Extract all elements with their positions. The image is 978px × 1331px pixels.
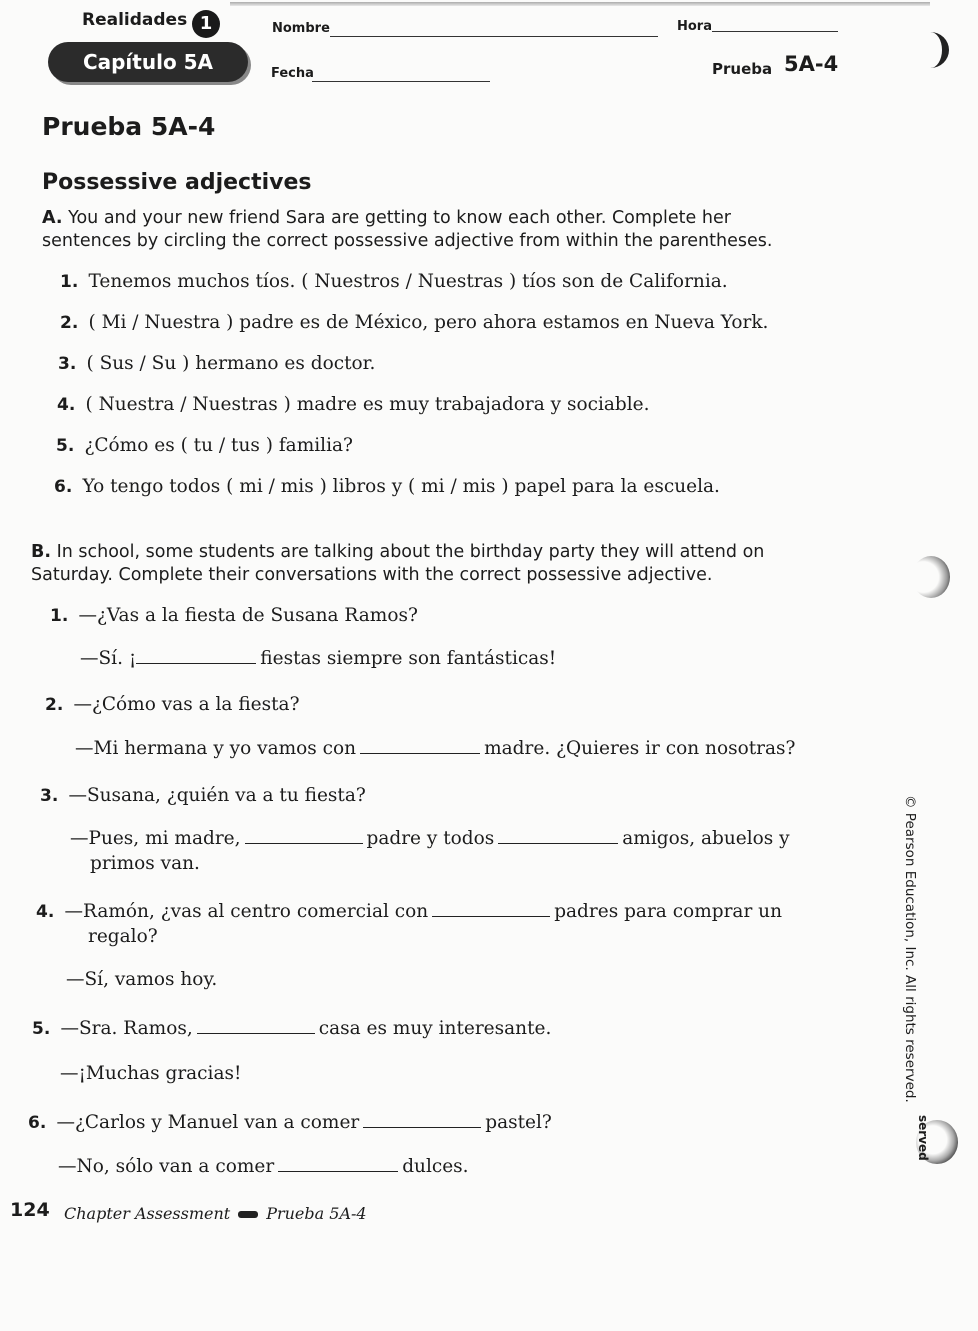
item-number: 4. bbox=[57, 395, 76, 415]
name-label: Nombre bbox=[272, 21, 330, 36]
date-field[interactable] bbox=[312, 81, 490, 82]
footer-separator bbox=[238, 1211, 258, 1218]
part-a-letter: A. bbox=[42, 208, 63, 228]
page-top-edge bbox=[230, 2, 930, 6]
item-number: 6. bbox=[54, 477, 73, 497]
footer-caption bbox=[64, 1204, 367, 1223]
part-a-instr-text1: You and your new friend Sara are getting to know each other. Complete her bbox=[68, 208, 731, 228]
item-number: 3. bbox=[58, 354, 77, 374]
dialog-text: —Sí. ¡ bbox=[80, 648, 137, 669]
item-number: 2. bbox=[45, 695, 64, 715]
part-b-letter: B. bbox=[31, 542, 51, 562]
item-text: Yo tengo todos ( mi / mis ) libros y ( mi / mis ) papel para la escuela. bbox=[82, 476, 720, 497]
dialog-text: —Ramón, ¿vas al centro comercial con bbox=[64, 901, 429, 922]
series-name: Realidades bbox=[82, 10, 188, 30]
dialog-line: —¿Vas a la fiesta de Susana Ramos? bbox=[78, 605, 418, 626]
prueba-number: 5A-4 bbox=[784, 52, 839, 76]
answer-blank[interactable] bbox=[360, 739, 480, 754]
copyright-notice: © Pearson Education, Inc. All rights reserved. bbox=[902, 795, 918, 1103]
part-b-q5-line-b: —¡Muchas gracias! bbox=[60, 1063, 242, 1084]
part-b-instr-text1: In school, some students are talking about the birthday party they will attend on bbox=[56, 542, 765, 562]
dialog-text: —No, sólo van a comer bbox=[58, 1156, 275, 1177]
part-b-q2-line-a bbox=[45, 694, 300, 715]
part-a-instructions-line1 bbox=[42, 208, 731, 228]
part-b-q3-line-a bbox=[40, 785, 366, 806]
part-b-q4-line-b: —Sí, vamos hoy. bbox=[66, 969, 218, 990]
answer-blank[interactable] bbox=[136, 649, 256, 664]
dialog-line: —Susana, ¿quién va a tu fiesta? bbox=[68, 785, 366, 806]
chapter-badge: Capítulo 5A bbox=[48, 42, 248, 82]
part-a-item[interactable] bbox=[58, 353, 375, 374]
dialog-text: casa es muy interesante. bbox=[318, 1018, 552, 1039]
item-number: 4. bbox=[36, 902, 55, 922]
part-b-q4-line-a bbox=[36, 901, 782, 922]
dialog-text: madre. ¿Quieres ir con nosotras? bbox=[484, 738, 796, 759]
part-b-q6-line-b bbox=[58, 1156, 469, 1177]
prueba-label: Prueba bbox=[712, 60, 773, 78]
answer-blank[interactable] bbox=[197, 1019, 315, 1034]
page-title: Prueba 5A-4 bbox=[42, 112, 216, 141]
dialog-text: pastel? bbox=[485, 1112, 552, 1133]
part-b-q5-line-a bbox=[32, 1018, 551, 1039]
hour-field[interactable] bbox=[712, 31, 838, 32]
dialog-text: dulces. bbox=[402, 1156, 469, 1177]
answer-blank[interactable] bbox=[363, 1113, 481, 1128]
name-field[interactable] bbox=[330, 36, 658, 37]
part-b-q1-line-b bbox=[80, 648, 556, 669]
page-number: 124 bbox=[10, 1199, 50, 1221]
dialog-text: —¿Carlos y Manuel van a comer bbox=[56, 1112, 360, 1133]
part-b-q2-line-b bbox=[75, 738, 795, 759]
dialog-text: —Mi hermana y yo vamos con bbox=[75, 738, 357, 759]
series-level-badge: 1 bbox=[192, 10, 220, 38]
part-b-q1-line-a bbox=[50, 605, 418, 626]
item-number: 6. bbox=[28, 1113, 47, 1133]
part-a-instructions-line2: sentences by circling the correct possessive adjective from within the parentheses. bbox=[42, 231, 773, 251]
part-b-q3-line-b-cont: primos van. bbox=[90, 853, 200, 874]
answer-blank[interactable] bbox=[245, 829, 363, 844]
part-a-item[interactable] bbox=[60, 312, 768, 333]
item-text: ( Nuestra / Nuestras ) madre es muy trabajadora y sociable. bbox=[85, 394, 650, 415]
footer-right: Prueba 5A-4 bbox=[266, 1204, 367, 1223]
answer-blank[interactable] bbox=[432, 902, 550, 917]
footer-left: Chapter Assessment bbox=[64, 1204, 231, 1223]
binder-hole-icon bbox=[912, 556, 950, 598]
part-b-instructions-line2: Saturday. Complete their conversations with the correct possessive adjective. bbox=[31, 565, 713, 585]
binder-hole-icon bbox=[912, 32, 949, 68]
answer-blank[interactable] bbox=[498, 829, 618, 844]
date-label: Fecha bbox=[271, 66, 314, 81]
dialog-text: fiestas siempre son fantásticas! bbox=[260, 648, 557, 669]
copyright-fragment: served bbox=[916, 1115, 930, 1161]
part-a-item[interactable] bbox=[60, 271, 728, 292]
part-b-q4-line-a-cont: regalo? bbox=[88, 926, 158, 947]
item-number: 1. bbox=[60, 272, 79, 292]
part-b-instructions-line1 bbox=[31, 542, 764, 562]
part-a-item[interactable] bbox=[57, 394, 649, 415]
dialog-text: amigos, abuelos y bbox=[622, 828, 790, 849]
answer-blank[interactable] bbox=[278, 1157, 398, 1172]
item-number: 5. bbox=[56, 436, 75, 456]
part-a-item[interactable] bbox=[56, 435, 353, 456]
hour-label: Hora bbox=[677, 19, 712, 34]
item-number: 2. bbox=[60, 313, 79, 333]
dialog-line: —¿Cómo vas a la fiesta? bbox=[73, 694, 300, 715]
dialog-text: —Sra. Ramos, bbox=[60, 1018, 193, 1039]
item-text: ¿Cómo es ( tu / tus ) familia? bbox=[84, 435, 353, 456]
item-text: ( Sus / Su ) hermano es doctor. bbox=[86, 353, 376, 374]
item-number: 3. bbox=[40, 786, 59, 806]
item-text: Tenemos muchos tíos. ( Nuestros / Nuestras ) tíos son de California. bbox=[88, 271, 728, 292]
item-number: 1. bbox=[50, 606, 69, 626]
part-b-q6-line-a bbox=[28, 1112, 552, 1133]
dialog-text: padres para comprar un bbox=[554, 901, 783, 922]
item-number: 5. bbox=[32, 1019, 51, 1039]
part-b-q3-line-b bbox=[70, 828, 790, 849]
section-subtitle: Possessive adjectives bbox=[42, 170, 312, 195]
dialog-text: —Pues, mi madre, bbox=[70, 828, 241, 849]
item-text: ( Mi / Nuestra ) padre es de México, pero ahora estamos en Nueva York. bbox=[88, 312, 769, 333]
part-a-item[interactable] bbox=[54, 476, 720, 497]
dialog-text: padre y todos bbox=[366, 828, 495, 849]
